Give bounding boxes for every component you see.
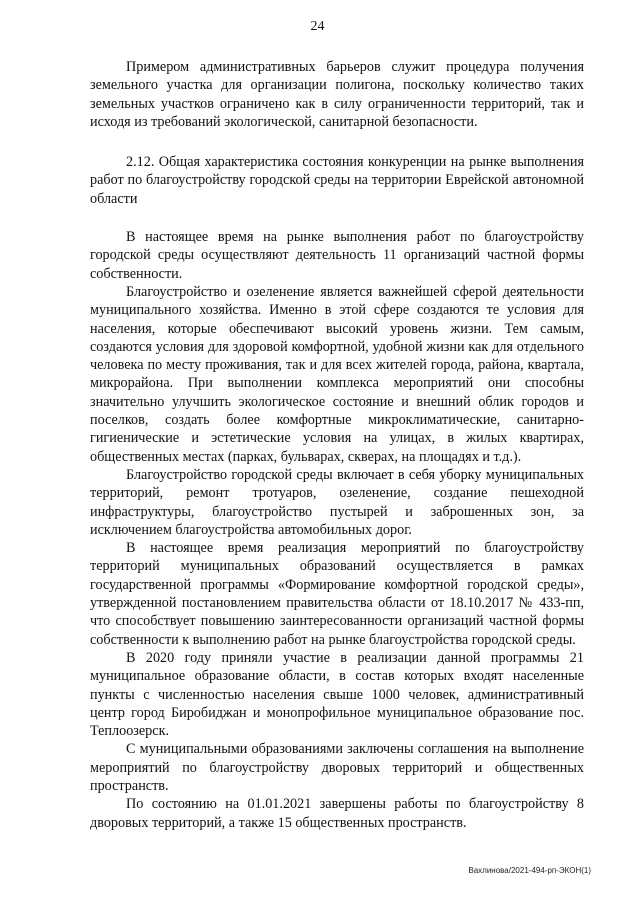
paragraph-landscaping-scope: Благоустройство городской среды включает в себя уборку муниципальных территорий, ремонт тротуаров, озеленение, создание пешеходной инфраструктуры, благоустройство пустырей и заброшенных зон, за исключением благоустройства автомобильных дорог. xyxy=(90,466,584,538)
paragraph-state-program: В настоящее время реализация мероприятий по благоустройству территорий муниципальных образований осуществляется в рамках государственной программы «Формирование комфортной городской среды», утвержденной постановлением правительства области от 18.10.2017 № 433-пп, что способствует повышению заинтересованности организаций частной формы собственности к выполнению работ на рынке благоустройства городской среды. xyxy=(90,540,584,648)
document-footer-code: Вахлинова/2021-494-рп-ЭКОН(1) xyxy=(468,866,591,875)
paragraph-admin-barriers: Примером административных барьеров служит процедура получения земельного участка для организации полигона, поскольку количество таких земельных участков ограничено как в силу ограниченности территорий, так и исходя из требований экологической, санитарной безопасности. xyxy=(90,59,584,130)
page-number: 24 xyxy=(310,19,325,34)
paragraph-2020-participation: В 2020 году приняли участие в реализации данной программы 21 муниципальное образование области, в состав которых входят населенные пункты с численностью населения свыше 1000 человек, административный центр город Биробиджан и монопрофильное муниципальное образование пос. Теплоозерск. xyxy=(90,649,584,740)
paragraph-completed-works: По состоянию на 01.01.2021 завершены работы по благоустройству 8 дворовых территорий, а также 15 общественных пространств. xyxy=(90,796,584,831)
document-body xyxy=(90,58,584,832)
paragraph-landscaping-importance: Благоустройство и озеленение является важнейшей сферой деятельности муниципального хозяйства. Именно в этой сфере создаются те условия для населения, которые обеспечивают высокий уровень жизни. Тем самым, создаются условия для здоровой комфортной, удобной жизни как для отдельного человека по месту проживания, так и для всех жителей города, района, квартала, микрорайона. При выполнении комплекса мероприятий они способны значительно улучшить экологическое состояние и внешний облик городов и поселков, создать более комфортные микроклиматические, санитарно-гигиенические и эстетические условия на улицах, в жилых квартирах, общественных местах (парках, бульварах, скверах, на площадях и т.д.). xyxy=(90,283,584,465)
paragraph-organizations-count: В настоящее время на рынке выполнения работ по благоустройству городской среды осуществляют деятельность 11 организаций частной формы собственности. xyxy=(90,229,584,282)
section-heading-2-12: 2.12. Общая характеристика состояния конкуренции на рынке выполнения работ по благоустройству городской среды на территории Еврейской автономной области xyxy=(90,154,584,207)
paragraph-agreements: С муниципальными образованиями заключены соглашения на выполнение мероприятий по благоустройству дворовых территорий и общественных пространств. xyxy=(90,741,584,794)
